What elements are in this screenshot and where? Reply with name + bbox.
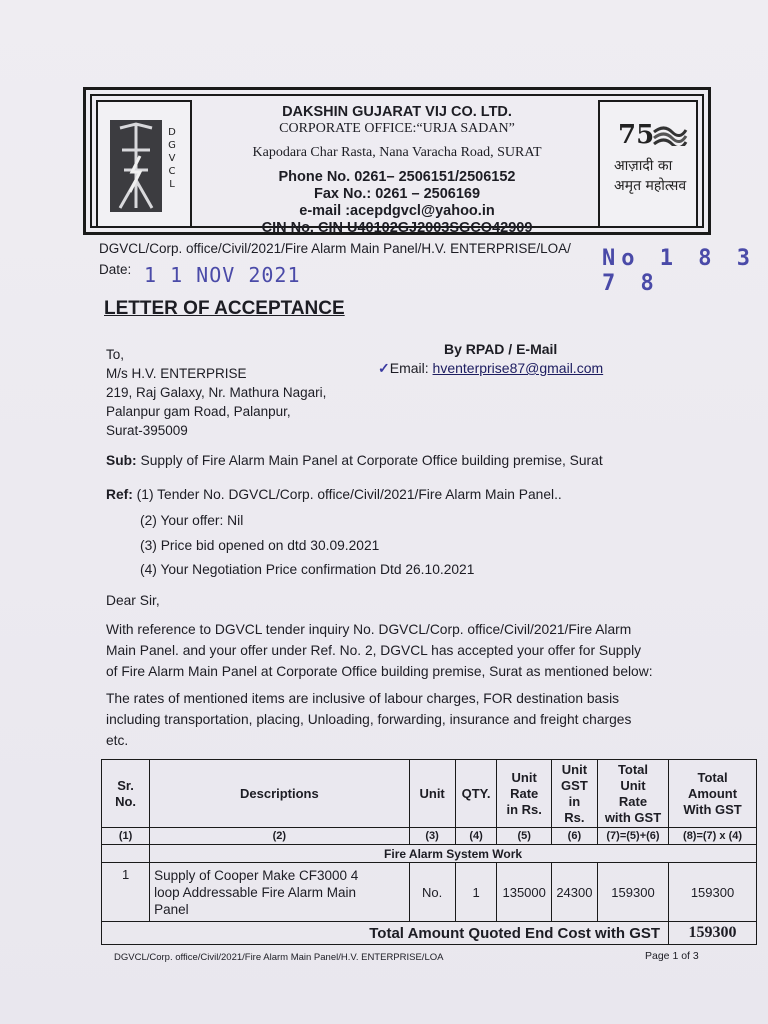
stamp-number: No 1 8 3 7 8 [602,246,756,296]
paragraph-line: including transportation, placing, Unloading, forwarding, insurance and freight charges [106,712,632,727]
reference-text: (1) Tender No. DGVCL/Corp. office/Civil/2021/Fire Alarm Main Panel.. [136,487,562,502]
header-unit: Unit [409,760,455,828]
check-mark-icon: ✓ [378,360,390,376]
paragraph-line: of Fire Alarm Main Panel at Corporate Office building premise, Surat as mentioned below: [106,664,653,679]
flag-icon [652,124,688,146]
reference-item: (2) Your offer: Nil [140,513,244,528]
item-qty: 1 [455,863,497,922]
items-table [101,759,757,945]
date-label: Date: [99,262,132,277]
paragraph-2 [106,688,631,751]
logo-letters [164,126,180,191]
item-total-amount: 159300 [669,863,757,922]
email-label: Email: [389,360,429,376]
corporate-office: CORPORATE OFFICE:“URJA SADAN” [279,121,515,136]
header-descriptions: Descriptions [150,760,409,828]
column-number: (3) [409,828,455,845]
item-sr: 1 [102,863,150,922]
company-email: e-mail :acepdgvcl@yahoo.in [299,203,495,219]
recipient-address-line: Surat-395009 [106,423,188,438]
paragraph-line: etc. [106,733,129,748]
reference-item [106,484,562,505]
item-total-rate: 159300 [597,863,668,922]
subject-text: Supply of Fire Alarm Main Panel at Corporate Office building premise, Surat [140,453,603,468]
paragraph-line: Main Panel. and your offer under Ref. No. 2, DGVCL has accepted your offer for Supply [106,643,642,658]
azadi-amrit-mahotsav-logo [598,100,698,228]
item-description: Supply of Cooper Make CF3000 4 loop Addressable Fire Alarm Main Panel [150,863,409,922]
salutation: Dear Sir, [106,593,160,608]
logo-letter: V [168,153,176,164]
paragraph-line: With reference to DGVCL tender inquiry No. DGVCL/Corp. office/Civil/2021/Fire Alarm [106,622,632,637]
tower-icon [110,120,162,212]
recipient-name: M/s H.V. ENTERPRISE [106,366,247,381]
recipient-address-line: Palanpur gam Road, Palanpur, [106,404,291,419]
company-name: DAKSHIN GUJARAT VIJ CO. LTD. [282,104,512,120]
header-total-unit-rate: Total Unit Rate with GST [597,760,668,828]
total-value: 159300 [669,922,757,945]
company-address: Kapodara Char Rasta, Nana Varacha Road, SURAT [252,145,542,160]
column-number: (4) [455,828,497,845]
cin-number: CIN No. CIN U40102GJ2003SGCO42909 [261,220,533,236]
paragraph-1 [106,619,653,682]
header-unit-gst: Unit GST in Rs. [551,760,597,828]
letterhead-text [200,102,594,237]
total-row [102,922,757,945]
recipient-email-line [378,360,603,377]
footer-reference: DGVCL/Corp. office/Civil/2021/Fire Alarm Main Panel/H.V. ENTERPRISE/LOA [114,952,444,963]
header-qty: QTY. [455,760,497,828]
total-label: Total Amount Quoted End Cost with GST [102,922,669,945]
logo-letter: L [169,179,175,190]
recipient-email[interactable]: hventerprise87@gmail.com [432,360,604,376]
column-number: (7)=(5)+(6) [597,828,668,845]
column-number: (8)=(7) x (4) [669,828,757,845]
item-rate: 135000 [497,863,551,922]
delivery-mode: By RPAD / E-Mail [444,341,558,357]
fax-number: Fax No.: 0261 – 2506169 [313,186,481,202]
azadi-75: 75 [618,120,655,150]
stamp-date: 1 1 NOV 2021 [144,263,301,287]
table-row [102,863,757,922]
page-number: Page 1 of 3 [645,950,699,962]
reference-item: (4) Your Negotiation Price confirmation Dtd 26.10.2021 [140,562,475,577]
reference-number: DGVCL/Corp. office/Civil/2021/Fire Alarm Main Panel/H.V. ENTERPRISE/LOA/ [99,241,571,256]
logo-letter: C [168,166,176,177]
header-unit-rate: Unit Rate in Rs. [497,760,551,828]
header-sr-no: Sr. No. [102,760,150,828]
recipient-block [106,345,326,440]
letterhead [83,87,711,235]
column-number: (5) [497,828,551,845]
logo-letter: G [168,140,176,151]
azadi-line2: अमृत महोत्सव [614,178,687,194]
letterhead-inner-border [90,94,704,236]
to-label: To, [106,347,125,362]
recipient-address-line: 219, Raj Galaxy, Nr. Mathura Nagari, [106,385,327,400]
section-row [102,845,757,863]
logo-letter: D [168,127,176,138]
column-number: (6) [551,828,597,845]
subject-line [106,450,603,471]
paragraph-line: The rates of mentioned items are inclusive of labour charges, FOR destination basis [106,691,620,706]
column-number: (1) [102,828,150,845]
section-title: Fire Alarm System Work [150,845,757,863]
subject-label: Sub: [106,453,137,468]
item-unit: No. [409,863,455,922]
item-gst: 24300 [551,863,597,922]
column-number: (2) [150,828,409,845]
phone-number: Phone No. 0261– 2506151/2506152 [278,169,516,185]
reference-item: (3) Price bid opened on dtd 30.09.2021 [140,538,380,553]
page-title: LETTER OF ACCEPTANCE [104,298,345,319]
column-number-row [102,828,757,845]
azadi-line1: आज़ादी का [614,158,673,174]
table-header-row [102,760,757,828]
dgvcl-logo [96,100,192,228]
ref-label: Ref: [106,487,133,502]
header-total-amount: Total Amount With GST [669,760,757,828]
